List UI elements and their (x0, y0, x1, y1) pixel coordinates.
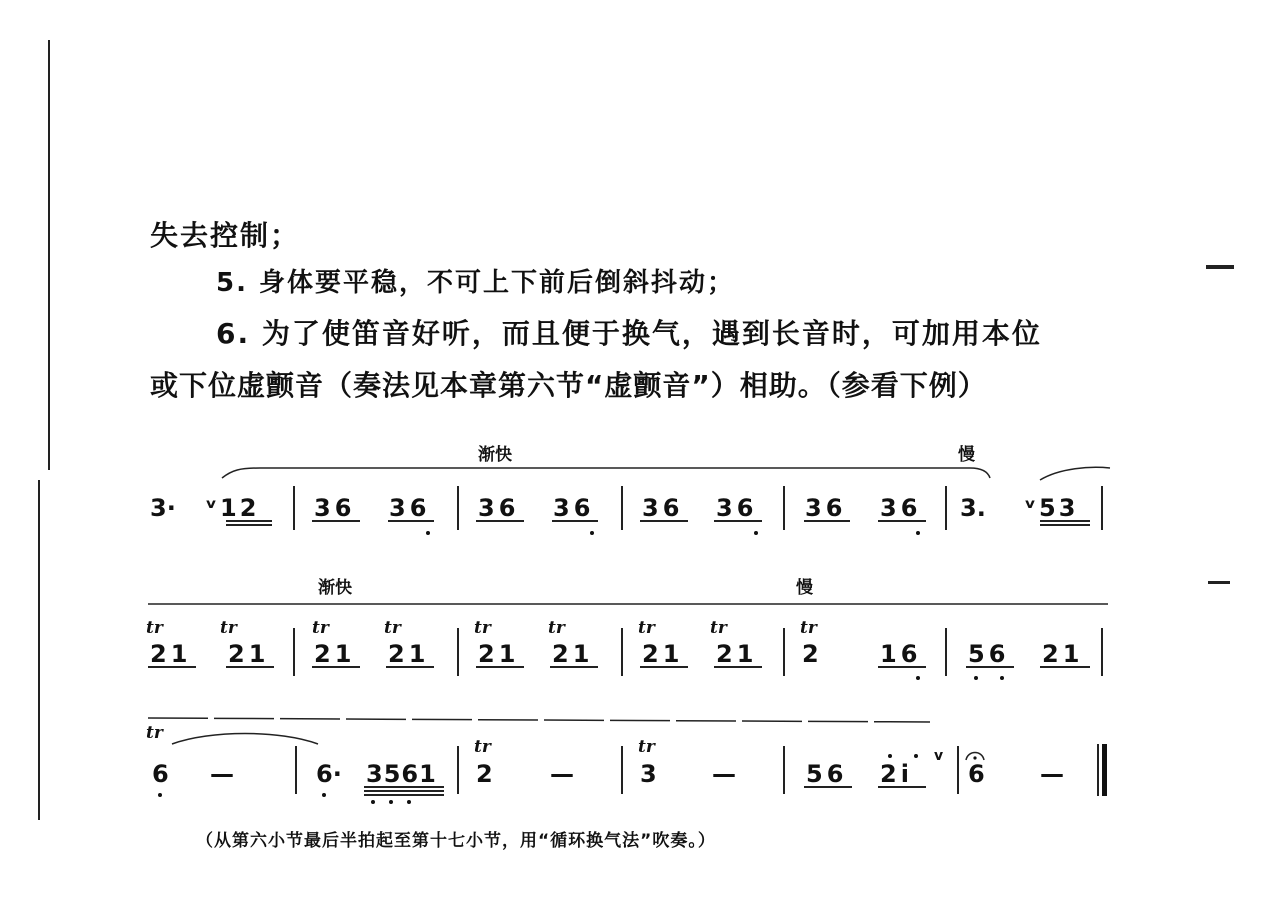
trill-mark-r2-3: tr (312, 618, 329, 638)
note-row1-3: 36 (314, 494, 356, 522)
paragraph-line-2: 5. 身体要平稳，不可上下前后倒斜抖动； (216, 268, 736, 298)
note-row3-2: — (210, 760, 234, 788)
note-row1-9: 36 (805, 494, 847, 522)
paragraph-line-3: 6. 为了使笛音好听，而且便于换气，遇到长音时，可加用本位 (216, 317, 1042, 350)
note-row2-12: 21 (1042, 640, 1084, 668)
note-row2-2: 21 (228, 640, 270, 668)
note-row2-4: 21 (388, 640, 430, 668)
note-row3-7: 3 (640, 760, 657, 788)
note-row3-8: — (712, 760, 736, 788)
paragraph-line-1: 失去控制； (150, 219, 301, 252)
note-row2-8: 21 (716, 640, 758, 668)
note-row3-11: 6 (968, 760, 985, 788)
note-row2-11: 56 (968, 640, 1010, 668)
note-row1-11: 3. (960, 494, 986, 522)
trill-mark-r3-3: tr (638, 737, 655, 757)
trill-mark-r2-5: tr (474, 618, 491, 638)
trill-mark-r3-1: tr (146, 723, 163, 743)
note-row1-2: ᵛ12 (205, 494, 260, 522)
trill-mark-r2-7: tr (638, 618, 655, 638)
tempo-mark-accel-2: 渐快 (318, 578, 352, 598)
note-row2-6: 21 (552, 640, 594, 668)
note-row2-7: 21 (642, 640, 684, 668)
trill-mark-r3-2: tr (474, 737, 491, 757)
tempo-mark-slow-1: 慢 (958, 445, 975, 465)
note-row3-9: 56 (806, 760, 848, 788)
score-caption: （从第六小节最后半拍起至第十七小节，用“循环换气法”吹奏。） (196, 831, 716, 851)
trill-mark-r2-4: tr (384, 618, 401, 638)
note-row3-1: 6 (152, 760, 169, 788)
trill-mark-r2-2: tr (220, 618, 237, 638)
tempo-mark-slow-2: 慢 (796, 578, 813, 598)
note-row2-10: 16 (880, 640, 922, 668)
note-row1-1: 3· (150, 494, 176, 522)
trill-mark-r2-6: tr (548, 618, 565, 638)
note-row2-1: 21 (150, 640, 192, 668)
note-row1-6: 36 (553, 494, 595, 522)
note-row3-4: 3561 (366, 760, 437, 788)
trill-mark-r2-1: tr (146, 618, 163, 638)
note-row2-9: 2 (802, 640, 819, 668)
note-row3-6: — (550, 760, 574, 788)
note-row1-12: ᵛ53 (1024, 494, 1079, 522)
note-row1-5: 36 (478, 494, 520, 522)
note-row2-5: 21 (478, 640, 520, 668)
svg-text:v: v (934, 748, 944, 764)
note-row1-7: 36 (642, 494, 684, 522)
note-row3-3: 6· (316, 760, 342, 788)
note-row2-3: 21 (314, 640, 356, 668)
trill-mark-r2-8: tr (710, 618, 727, 638)
trill-mark-r2-9: tr (800, 618, 817, 638)
note-row3-10: 2i (880, 760, 913, 788)
note-row1-4: 36 (389, 494, 431, 522)
note-row3-5: 2 (476, 760, 493, 788)
note-row1-10: 36 (880, 494, 922, 522)
note-row3-12: — (1040, 760, 1064, 788)
paragraph-line-4: 或下位虚颤音（奏法见本章第六节“虚颤音”）相助。（参看下例） (150, 369, 987, 402)
tempo-mark-accel-1: 渐快 (478, 445, 512, 465)
note-row1-8: 36 (716, 494, 758, 522)
